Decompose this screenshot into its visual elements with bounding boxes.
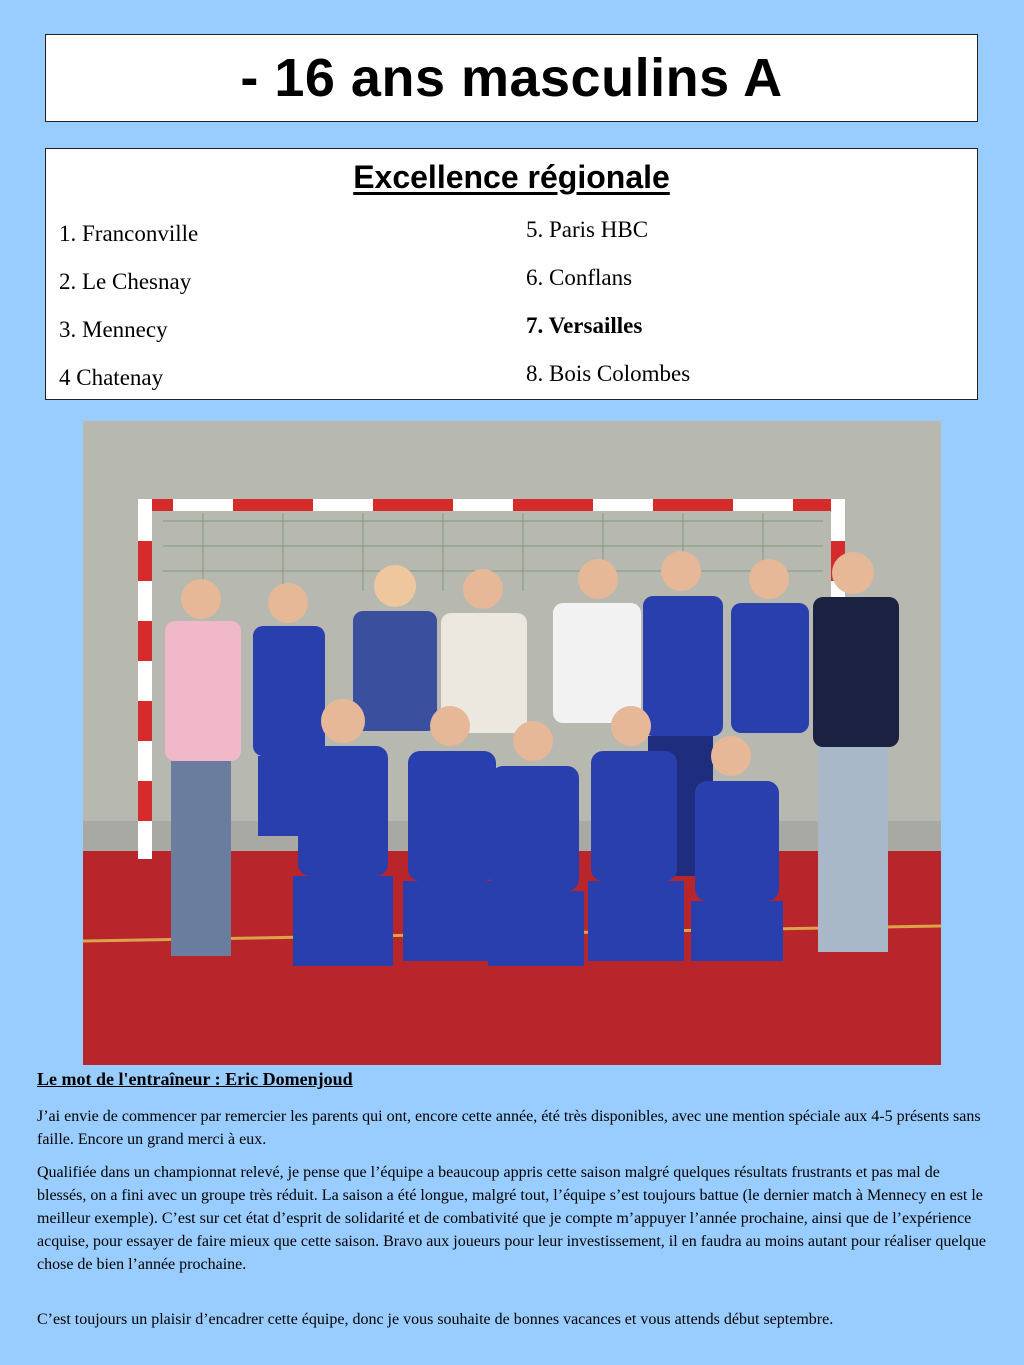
coach-heading: Le mot de l'entraîneur : Eric Domenjoud [37,1069,353,1089]
coach-paragraph-3: C’est toujours un plaisir d’encadrer cette équipe, donc je vous souhaite de bonnes vacances et vous attends début septembre. [37,1311,834,1328]
ranking-item: 3. Mennecy [59,317,168,342]
ranking-title: Excellence régionale [353,159,670,195]
ranking-item: 8. Bois Colombes [526,361,691,386]
ranking-item-highlighted: 7. Versailles [526,313,643,338]
coach-paragraph-2: Qualifiée dans un championnat relevé, je pense que l’équipe a beaucoup appris cette saison malgré quelques résultats frustrants et pas mal de blessés, on a fini avec un groupe très réduit. La saison a été longue, malgré tout, l’équipe s’est toujours battue (le dernier match à Mennecy en est le meilleur exemple). C’est sur cet état d’esprit de solidarité et de combativité que je compte m’appuyer l’année prochaine, ainsi que de l’expérience acquise, pour essayer de faire mieux que cette saison. Bravo aux joueurs pour leur investissement, il en faudra au moins autant pour réaliser quelque chose de bien l’année prochaine. [37,1164,987,1273]
ranking-item: 4 Chatenay [59,365,164,390]
ranking-item: 6. Conflans [526,265,633,290]
ranking-item: 1. Franconville [59,221,199,246]
team-photo [83,421,941,1065]
page-title: - 16 ans masculins A [240,48,783,108]
ranking-item: 2. Le Chesnay [59,269,192,294]
coach-paragraph-1: J’ai envie de commencer par remercier les parents qui ont, encore cette année, été très disponibles, avec une mention spéciale aux 4-5 présents sans faille. Encore un grand merci à eux. [37,1108,981,1148]
ranking-list-right [526,206,690,398]
title-box [45,34,978,122]
ranking-list-left [59,210,198,402]
ranking-item: 5. Paris HBC [526,217,649,242]
team-photo-illustration [83,421,941,1065]
ranking-box [45,148,978,400]
